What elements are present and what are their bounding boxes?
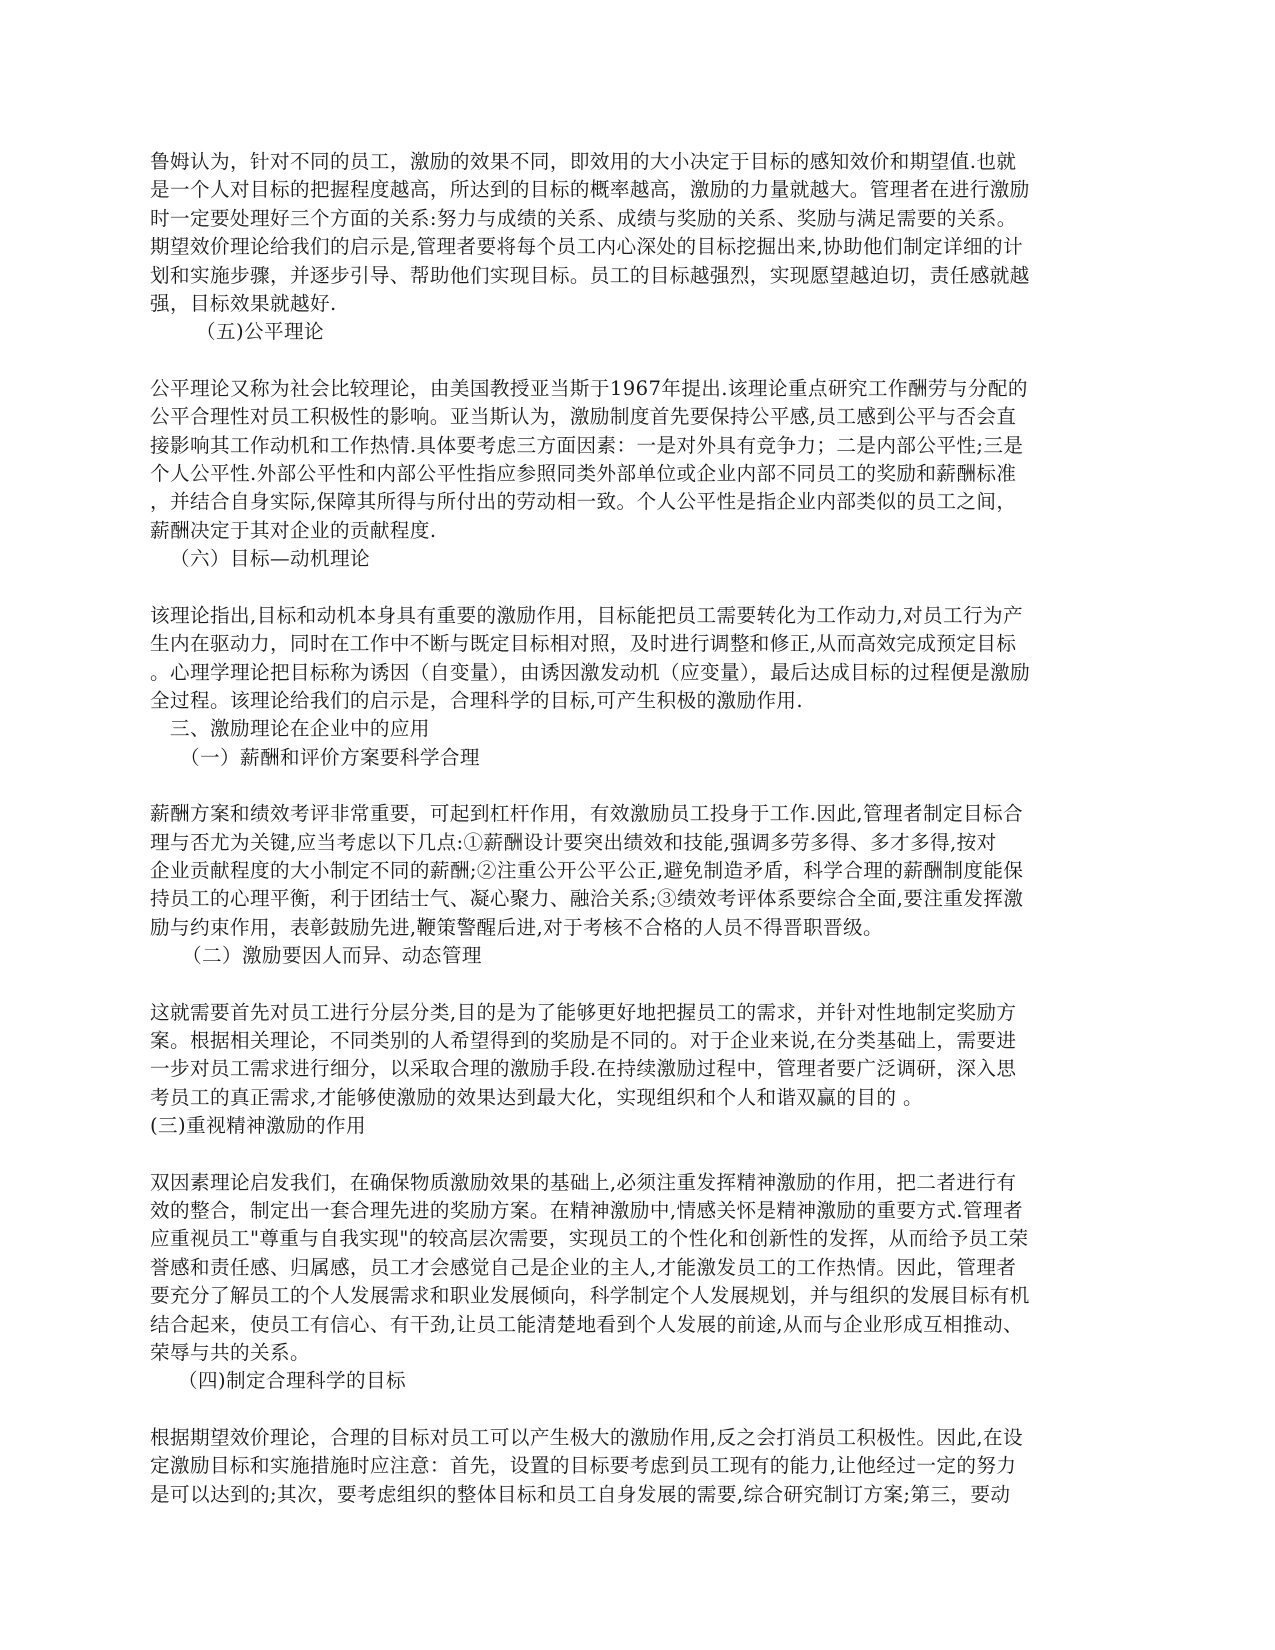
section-heading: 三、激励理论在企业中的应用 [170,717,430,741]
text-line: 生内在驱动力，同时在工作中不断与既定目标相对照，及时进行调整和修正,从而高效完成预定目标 [150,632,1017,656]
text-line: 期望效价理论给我们的启示是,管理者要将每个员工内心深处的目标挖掘出来,协助他们制定详细的计 [150,235,1023,259]
text-line: 双因素理论启发我们，在确保物质激励效果的基础上,必须注重发挥精神激励的作用，把二者进行有 [150,1170,1017,1194]
text-line: 时一定要处理好三个方面的关系:努力与成绩的关系、成绩与奖励的关系、奖励与满足需要的关系。 [150,206,1017,230]
text-line: 结合起来，使员工有信心、有干劲,让员工能清楚地看到个人发展的前途,从而与企业形成互相推动、 [150,1312,1023,1336]
text-line: 。心理学理论把目标称为诱因（自变量），由诱因激发动机（应变量），最后达成目标的过程便是激励 [150,660,1031,684]
paragraph-gap [150,1396,1122,1424]
text-line: 要充分了解员工的个人发展需求和职业发展倾向，科学制定个人发展规划，并与组织的发展目标有机 [150,1284,1030,1308]
text-line: 划和实施步骤，并逐步引导、帮助他们实现目标。员工的目标越强烈，实现愿望越迫切，责任感就越 [150,263,1030,287]
text-line: 这就需要首先对员工进行分层分类,目的是为了能够更好地把握员工的需求，并针对性地制定奖励方 [150,1000,1017,1024]
text-line: 誉感和责任感、归属感，员工才会感觉自己是企业的主人,才能激发员工的工作热情。因此，管理者 [150,1255,1017,1279]
text-line: 个人公平性.外部公平性和内部公平性指应参照同类外部单位或企业内部不同员工的奖励和薪酬标准 [150,462,1017,486]
text-line: 公平合理性对员工积极性的影响。亚当斯认为，激励制度首先要保持公平感,员工感到公平与否会直 [150,405,1017,429]
text-line: 持员工的心理平衡，利于团结士气、凝心聚力、融洽关系;③绩效考评体系要综合全面,要注重发挥激 [150,887,1024,911]
paragraph-gap [150,971,1122,999]
text-line: 强，目标效果就越好. [150,292,337,316]
section-heading: （四)制定合理科学的目标 [178,1369,406,1393]
text-line: 应重视员工"尊重与自我实现"的较高层次需要，实现员工的个性化和创新性的发挥，从而给予员工荣 [150,1227,1029,1251]
text-line: 是可以达到的;其次，要考虑组织的整体目标和员工自身发展的需要,综合研究制订方案;第三，要动 [150,1482,1011,1506]
text-line: 考员工的真正需求,才能够使激励的效果达到最大化，实现组织和个人和谐双赢的目的 。 [150,1085,924,1109]
paragraph-gap [150,347,1122,375]
text-line: 企业贡献程度的大小制定不同的薪酬;②注重公开公平公正,避免制造矛盾，科学合理的薪酬制度能保 [150,858,1024,882]
paragraph [150,375,1122,545]
text-line: 一步对员工需求进行细分，以采取合理的激励手段.在持续激励过程中，管理者要广泛调研，深入思 [150,1057,1017,1081]
text-line: 效的整合，制定出一套合理先进的奖励方案。在精神激励中,情感关怀是精神激励的重要方式.管理者 [150,1199,1023,1222]
text-line: 接影响其工作动机和工作热情.具体要考虑三方面因素：一是对外具有竞争力；二是内部公平性;三是 [150,433,1024,457]
text-line: 荣辱与共的关系。 [150,1341,310,1365]
paragraph-gap [150,574,1122,602]
section-heading: （五)公平理论 [196,320,325,344]
text-line: 是一个人对目标的把握程度越高，所达到的目标的概率越高，激励的力量就越大。管理者在进行激励 [150,178,1030,202]
paragraph [150,602,1122,716]
text-line: 案。根据相关理论，不同类别的人希望得到的奖励是不同的。对于企业来说,在分类基础上，需要进 [150,1028,1017,1052]
paragraph-gap [150,1141,1122,1169]
text-line: ，并结合自身实际,保障其所得与所付出的劳动相一致。个人公平性是指企业内部类似的员工之间， [150,490,1017,514]
text-line: 全过程。该理论给我们的启示是，合理科学的目标,可产生积极的激励作用. [150,688,804,712]
paragraph [150,148,1122,318]
text-line: 理与否尤为关键,应当考虑以下几点:①薪酬设计要突出绩效和技能,强调多劳多得、多才多得,按对 [150,830,997,854]
paragraph [150,800,1122,942]
paragraph-gap [150,772,1122,800]
paragraph [150,999,1122,1113]
paragraph [150,1169,1122,1368]
text-line: 该理论指出,目标和动机本身具有重要的激励作用，目标能把员工需要转化为工作动力,对员工行为产 [150,603,1023,627]
document-page [150,148,1122,1509]
text-line: 薪酬方案和绩效考评非常重要，可起到杠杆作用，有效激励员工投身于工作.因此,管理者制定目标合 [150,802,1023,826]
text-line: 薪酬决定于其对企业的贡献程度. [150,518,437,542]
section-heading: （二）激励要因人而异、动态管理 [182,944,482,968]
paragraph [150,1424,1122,1509]
section-heading: （六）目标—动机理论 [170,547,370,571]
text-line: 公平理论又称为社会比较理论，由美国教授亚当斯于1967年提出.该理论重点研究工作酬劳与分配的 [150,376,1028,400]
text-line: 励与约束作用，表彰鼓励先进,鞭策警醒后进,对于考核不合格的人员不得晋职晋级。 [150,915,884,939]
section-heading: (三)重视精神激励的作用 [150,1114,367,1138]
section-heading: （一）薪酬和评价方案要科学合理 [180,745,480,769]
text-line: 鲁姆认为，针对不同的员工，激励的效果不同，即效用的大小决定于目标的感知效价和期望值.也就 [150,150,1017,173]
text-line: 根据期望效价理论，合理的目标对员工可以产生极大的激励作用,反之会打消员工积极性。因此,在设 [150,1425,1023,1449]
text-line: 定激励目标和实施措施时应注意：首先，设置的目标要考虑到员工现有的能力,让他经过一定的努力 [150,1454,1017,1478]
